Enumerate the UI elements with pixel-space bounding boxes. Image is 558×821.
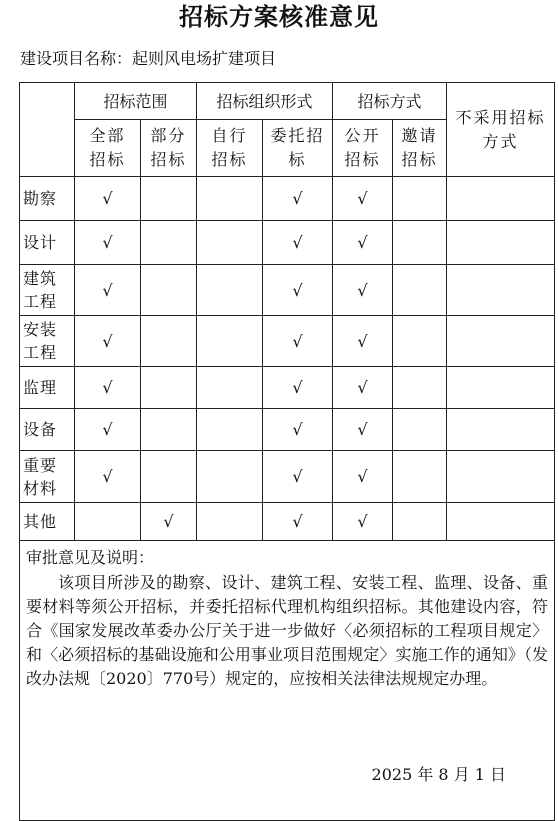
approval-notes-body: 该项目所涉及的勘察、设计、建筑工程、安装工程、监理、设备、重要材料等须公开招标，并委托招标代理机构组织招标。其他建设内容，符合《国家发展改革委办公厅关于进一步做好〈必须招标的工程项目规定〉和〈必须招标的基础设施和公用事业项目范围规定〉实施工作的通知》（发改办法规〔2020〕770号）规定的，应按相关法律法规规定办理。 — [26, 573, 549, 688]
cell-invited — [393, 451, 447, 503]
project-name-label: 建设项目名称： — [20, 49, 133, 68]
cell-invited — [393, 221, 447, 265]
row-header-corner — [20, 83, 75, 177]
cell-partial — [141, 367, 197, 409]
cell-open: √ — [333, 367, 393, 409]
approval-notes-row — [20, 541, 555, 821]
cell-self — [197, 316, 263, 367]
cell-invited — [393, 503, 447, 541]
table-row — [20, 265, 555, 316]
header-bidding-scope: 招标范围 — [75, 83, 197, 120]
cell-not-adopted — [447, 265, 555, 316]
cell-entrusted: √ — [263, 409, 333, 451]
cell-open: √ — [333, 451, 393, 503]
cell-entrusted: √ — [263, 177, 333, 221]
cell-full — [75, 503, 141, 541]
cell-partial: √ — [141, 503, 197, 541]
cell-partial — [141, 221, 197, 265]
cell-open: √ — [333, 409, 393, 451]
cell-open: √ — [333, 316, 393, 367]
table-row — [20, 409, 555, 451]
project-name-line — [20, 48, 276, 70]
cell-invited — [393, 265, 447, 316]
table-row — [20, 177, 555, 221]
cell-full: √ — [75, 367, 141, 409]
cell-entrusted: √ — [263, 451, 333, 503]
cell-invited — [393, 177, 447, 221]
row-label: 监理 — [20, 367, 75, 409]
cell-invited — [393, 367, 447, 409]
cell-self — [197, 265, 263, 316]
cell-not-adopted — [447, 451, 555, 503]
cell-self — [197, 409, 263, 451]
cell-not-adopted — [447, 221, 555, 265]
approval-notes-heading: 审批意见及说明： — [26, 548, 155, 567]
cell-entrusted: √ — [263, 265, 333, 316]
cell-not-adopted — [447, 367, 555, 409]
document-title: 招标方案核准意见 — [179, 2, 379, 31]
cell-open: √ — [333, 503, 393, 541]
cell-not-adopted — [447, 177, 555, 221]
table-row — [20, 451, 555, 503]
project-name-value: 起则风电场扩建项目 — [132, 49, 277, 68]
cell-entrusted: √ — [263, 367, 333, 409]
header-self-bidding: 自行招标 — [197, 120, 263, 177]
cell-full: √ — [75, 451, 141, 503]
table-row — [20, 503, 555, 541]
cell-self — [197, 177, 263, 221]
cell-partial — [141, 177, 197, 221]
row-label: 安装工程 — [20, 316, 75, 367]
bidding-plan-table — [19, 82, 555, 821]
row-label: 设计 — [20, 221, 75, 265]
cell-entrusted: √ — [263, 221, 333, 265]
row-label: 其他 — [20, 503, 75, 541]
cell-not-adopted — [447, 503, 555, 541]
header-bidding-organization: 招标组织形式 — [197, 83, 333, 120]
cell-partial — [141, 451, 197, 503]
cell-invited — [393, 316, 447, 367]
cell-self — [197, 221, 263, 265]
header-full-bidding: 全部招标 — [75, 120, 141, 177]
approval-notes — [20, 541, 555, 821]
cell-full: √ — [75, 409, 141, 451]
row-label: 重要材料 — [20, 451, 75, 503]
cell-not-adopted — [447, 316, 555, 367]
cell-full: √ — [75, 177, 141, 221]
header-invited-bidding: 邀请招标 — [393, 120, 447, 177]
cell-self — [197, 503, 263, 541]
header-no-bidding-method: 不采用招标方式 — [447, 83, 555, 177]
cell-full: √ — [75, 316, 141, 367]
row-label: 建筑工程 — [20, 265, 75, 316]
table-row — [20, 221, 555, 265]
approval-date: 2025 年 8 月 1 日 — [371, 765, 507, 784]
header-open-bidding: 公开招标 — [333, 120, 393, 177]
row-label: 勘察 — [20, 177, 75, 221]
cell-partial — [141, 316, 197, 367]
cell-open: √ — [333, 221, 393, 265]
cell-partial — [141, 409, 197, 451]
cell-invited — [393, 409, 447, 451]
cell-not-adopted — [447, 409, 555, 451]
cell-entrusted: √ — [263, 503, 333, 541]
header-partial-bidding: 部分招标 — [141, 120, 197, 177]
table-row — [20, 367, 555, 409]
cell-full: √ — [75, 265, 141, 316]
cell-self — [197, 367, 263, 409]
table-row — [20, 316, 555, 367]
row-label: 设备 — [20, 409, 75, 451]
cell-partial — [141, 265, 197, 316]
cell-open: √ — [333, 265, 393, 316]
cell-open: √ — [333, 177, 393, 221]
header-entrusted-bidding: 委托招标 — [263, 120, 333, 177]
cell-full: √ — [75, 221, 141, 265]
cell-self — [197, 451, 263, 503]
header-bidding-method: 招标方式 — [333, 83, 447, 120]
cell-entrusted: √ — [263, 316, 333, 367]
